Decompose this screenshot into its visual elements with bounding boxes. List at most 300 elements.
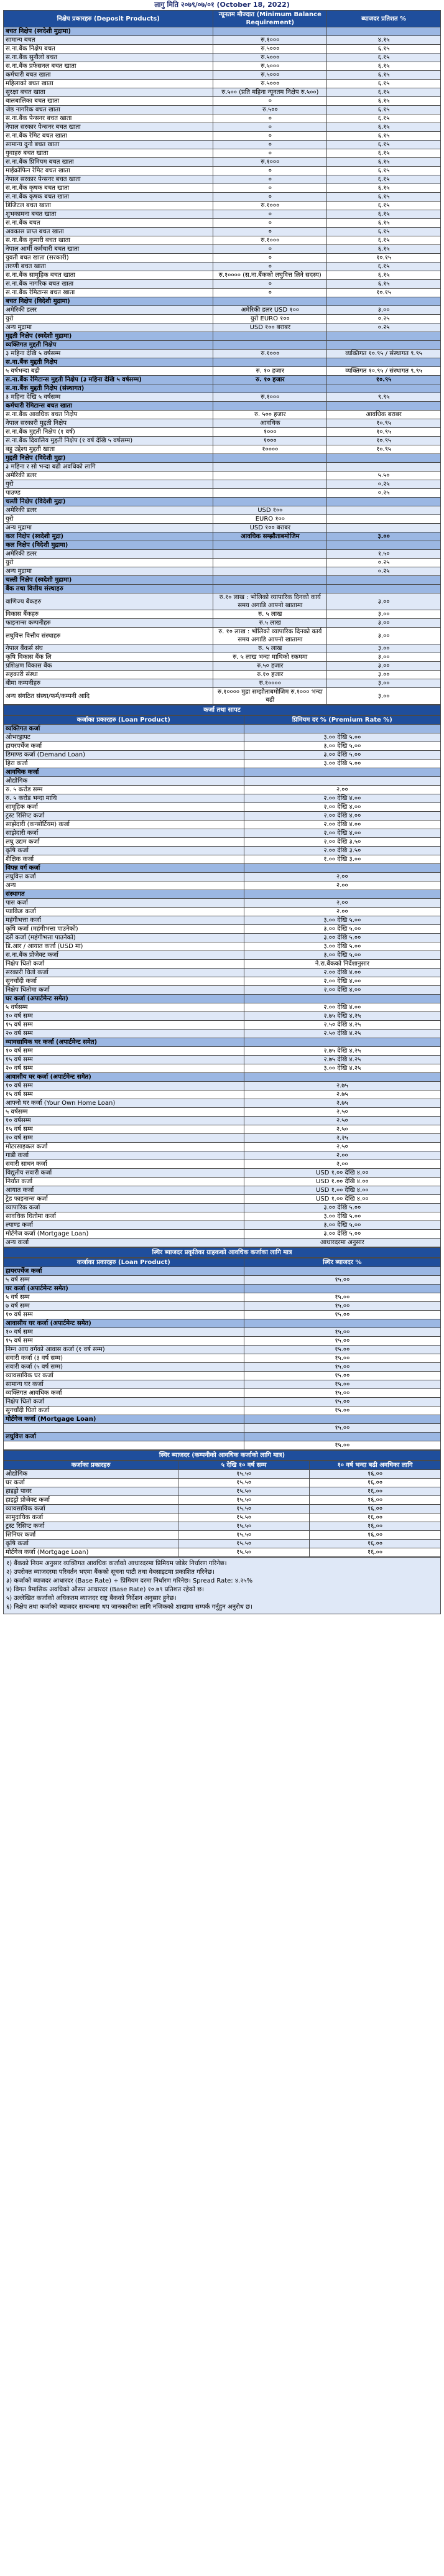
section-row — [4, 384, 441, 393]
table-row — [4, 610, 441, 619]
value-cell: २.५० — [244, 1117, 440, 1125]
value-cell — [244, 768, 440, 777]
value-cell: ३.०० देखि ५.०० — [244, 1204, 440, 1212]
table-row — [4, 925, 441, 934]
value-cell — [244, 725, 440, 733]
product-cell: हाइड्रो पावर — [4, 1487, 178, 1496]
table-row — [4, 742, 441, 751]
product-cell: कृषि कर्जा (महंगीभत्ता पाउनेको) — [4, 925, 244, 934]
value-cell: ३.०० देखि ५.०० — [244, 951, 440, 960]
value-cell: USD १.०० देखि ४.०० — [244, 1186, 440, 1195]
footnote-item: ४) विगत त्रैमासिक अवधिको औसत आधारदर (Base Rate) १०.७९ प्रतिशत रहेको छ। — [6, 1586, 205, 1593]
table-row — [4, 428, 441, 437]
value-cell: १५.०० — [244, 1354, 440, 1363]
product-cell: संस्थागत — [4, 890, 244, 899]
value-cell: ३.०० — [327, 619, 441, 628]
value-cell: ६.१५ — [327, 219, 441, 228]
product-cell: सामान्य दुनो बचत खाता — [4, 141, 213, 149]
value-cell: ३.०० — [327, 644, 441, 653]
product-cell: स.ना.बैंक सामूहिक बचत खाता — [4, 271, 213, 280]
product-cell: घर कर्जा (अपार्टमेन्ट समेत) — [4, 995, 244, 1003]
value-cell: रु. १० हजार — [213, 367, 327, 376]
value-cell — [244, 1433, 440, 1441]
product-cell: बैंक तथा वित्तीय संस्थाहरु — [4, 585, 213, 593]
value-cell: ० — [213, 141, 327, 149]
table-row — [4, 838, 441, 847]
product-cell: स.ना.बैंक रेमिटान्स बचत खाता — [4, 289, 213, 297]
footnotes — [3, 1557, 441, 1614]
company-fixed-section-title: स्थिर ब्याजदर (कम्पनीको आवधिक कर्जाको लागि मात्र) — [3, 1450, 441, 1461]
value-cell: १.०० देखि ३.०० — [244, 855, 440, 864]
value-cell: USD १.०० देखि ४.०० — [244, 1178, 440, 1186]
value-cell — [213, 463, 327, 472]
value-cell: १६.०० — [310, 1479, 441, 1487]
value-cell: ६.१५ — [327, 158, 441, 167]
table-row — [4, 350, 441, 358]
footnote-item: ३) कर्जाको ब्याजदर आधारदर (Base Rate) + प्रिमियम दरमा निर्धारण गरिनेछ। Spread Rate: ४.२५% — [6, 1578, 253, 1584]
table-row — [4, 411, 441, 419]
table-row — [4, 1276, 441, 1285]
value-cell: १५.०० — [244, 1389, 440, 1398]
value-cell: १००० — [213, 437, 327, 445]
value-cell: १५.५० — [178, 1514, 310, 1522]
section-row — [4, 376, 441, 384]
table-row — [4, 1496, 441, 1505]
value-cell: ५.५० — [327, 472, 441, 480]
table-row — [4, 506, 441, 515]
table-row — [4, 1178, 441, 1186]
value-cell — [213, 480, 327, 489]
table-row — [4, 1363, 441, 1372]
table-row — [4, 1380, 441, 1389]
footnote-item: ५) उल्लेखित कर्जाको अधिकतम ब्याजदर राष्ट्र बैंकको निर्देशन अनुसार हुनेछ। — [6, 1595, 177, 1602]
product-cell: डिजिटल बचत खाता — [4, 202, 213, 210]
value-cell: १५.०० — [244, 1380, 440, 1389]
section-row — [4, 1285, 441, 1293]
product-cell: सिनियर कर्जा — [4, 1531, 178, 1540]
value-cell: ० — [213, 175, 327, 184]
value-cell: १५.०० — [244, 1346, 440, 1354]
value-cell — [213, 567, 327, 576]
value-cell: १६.०० — [310, 1487, 441, 1496]
product-cell: नेपाल आर्मी कर्मचारी बचत खाता — [4, 245, 213, 254]
value-cell: ३.०० — [327, 679, 441, 688]
table-row — [4, 786, 441, 794]
table-row — [4, 254, 441, 263]
value-cell: २.०० — [244, 899, 440, 908]
value-cell: USD १०० बराबर — [213, 323, 327, 332]
value-cell: २.७५ देखि ४.२५ — [244, 1056, 440, 1064]
value-cell: १०००० — [213, 445, 327, 454]
value-cell: १६.०० — [310, 1522, 441, 1531]
table-row — [4, 1487, 441, 1496]
product-cell: मोर्टगेज कर्जा (Mortgage Loan) — [4, 1415, 244, 1424]
product-cell: स.ना.बैंक मुद्दती निक्षेप — [4, 358, 213, 367]
value-cell: रु.५००० — [213, 80, 327, 88]
value-cell: २.०० — [244, 786, 440, 794]
product-cell: नेपाल सरकार पेन्सनर बचत खाता — [4, 175, 213, 184]
product-cell: ३ महिना देखि ५ वर्षसम्म — [4, 393, 213, 402]
value-cell — [213, 559, 327, 567]
table-row — [4, 934, 441, 942]
table-row — [4, 472, 441, 480]
product-cell: स.ना.बैंक नागरिक बचत खाता — [4, 280, 213, 289]
product-cell: स.ना.बैंक प्रोजेक्ट कर्जा — [4, 951, 244, 960]
value-cell — [244, 995, 440, 1003]
value-cell: ६.१५ — [327, 245, 441, 254]
table-row — [4, 619, 441, 628]
table-row — [4, 593, 441, 610]
table-row — [4, 1169, 441, 1178]
product-cell: पास कर्जा — [4, 899, 244, 908]
product-cell: कल निक्षेप (स्वदेशी मुद्रा) — [4, 532, 213, 541]
rate-sheet — [3, 0, 441, 1614]
value-cell: १५.०० — [244, 1337, 440, 1346]
table-row — [4, 1470, 441, 1479]
product-cell: १० वर्ष सम्म — [4, 1047, 244, 1056]
value-cell: २.०० देखि ४.०० — [244, 821, 440, 829]
product-cell: युरो — [4, 480, 213, 489]
deposit-table — [3, 10, 441, 705]
value-cell: ३.०० — [327, 662, 441, 671]
table-row — [4, 855, 441, 864]
loan-header-premium: प्रिमियम दर % (Premium Rate %) — [244, 716, 440, 725]
value-cell: २.०० देखि ३.५० — [244, 838, 440, 847]
table-row — [4, 1186, 441, 1195]
value-cell: ३.०० देखि ५.०० — [244, 760, 440, 768]
value-cell: ६.१५ — [327, 80, 441, 88]
product-cell: व्यक्तिगत आवधिक कर्जा — [4, 1389, 244, 1398]
table-row — [4, 1239, 441, 1247]
value-cell — [213, 576, 327, 585]
value-cell: १५.०० — [244, 1398, 440, 1407]
product-cell: अमेरिकी डलर — [4, 472, 213, 480]
product-cell: चल्ती निक्षेप (विदेशी मुद्रा) — [4, 498, 213, 506]
table-row — [4, 1548, 441, 1557]
product-cell: वाणिज्य बैंकहरु — [4, 593, 213, 610]
value-cell — [327, 454, 441, 463]
value-cell — [327, 585, 441, 593]
value-cell: रु. १० लाख : भोलिको व्यापारिक दिनको कार्य समय अगाडि आफ्नो खातामा — [213, 628, 327, 644]
company-fixed-header-product: कर्जाका प्रकारहरु — [4, 1461, 178, 1470]
product-cell: सुनचाँदी धितो कर्जा — [4, 1407, 244, 1415]
table-row — [4, 80, 441, 88]
value-cell: ३.०० — [327, 628, 441, 644]
table-row — [4, 1346, 441, 1354]
table-row — [4, 175, 441, 184]
product-cell: २० वर्ष सम्म — [4, 1030, 244, 1038]
product-cell: हिरा कर्जा — [4, 760, 244, 768]
table-row — [4, 245, 441, 254]
product-cell: मोटरसाइकल कर्जा — [4, 1143, 244, 1151]
value-cell: ६.१५ — [327, 175, 441, 184]
product-cell: अन्य कर्जा — [4, 1239, 244, 1247]
product-cell: व्यक्तिगत कर्जा — [4, 725, 244, 733]
table-row — [4, 1514, 441, 1522]
value-cell — [244, 864, 440, 873]
table-row — [4, 123, 441, 132]
value-cell: २.०० देखि ४.०० — [244, 986, 440, 995]
deposit-header-rate: ब्याजदर प्रतिशत % — [327, 11, 441, 27]
value-cell: ६.१५ — [327, 123, 441, 132]
value-cell: USD १०० — [213, 506, 327, 515]
value-cell: १५.५० — [178, 1487, 310, 1496]
section-row — [4, 402, 441, 411]
product-cell: सावधिक धितोमा कर्जा — [4, 1212, 244, 1221]
value-cell: १५.५० — [178, 1470, 310, 1479]
product-cell: ७ वर्ष सम्म — [4, 1302, 244, 1311]
value-cell: २.५० देखि ४.२५ — [244, 1021, 440, 1030]
product-cell: युवती बचत खाता (सरकारी) — [4, 254, 213, 263]
product-cell: कृषि कर्जा — [4, 1540, 178, 1548]
table-row — [4, 812, 441, 821]
value-cell — [213, 402, 327, 411]
value-cell: रु. ५०० हजार — [213, 411, 327, 419]
section-row — [4, 890, 441, 899]
company-fixed-rows — [4, 1470, 441, 1557]
value-cell: रु.५००० — [213, 71, 327, 80]
value-cell: रु.५०० — [213, 106, 327, 114]
table-row — [4, 1117, 441, 1125]
value-cell: ३.०० देखि ५.०० — [244, 751, 440, 760]
table-row — [4, 644, 441, 653]
product-cell — [4, 1441, 244, 1450]
value-cell — [244, 1415, 440, 1424]
value-cell — [327, 524, 441, 532]
page-title: लागु मिति २०७९/०७/०१ (October 18, 2022) — [154, 1, 290, 9]
table-row — [4, 1424, 441, 1433]
value-cell — [213, 585, 327, 593]
value-cell — [213, 472, 327, 480]
value-cell: रु. १० हजार — [213, 376, 327, 384]
value-cell: ३.०० — [327, 593, 441, 610]
product-cell: १५ वर्ष सम्म — [4, 1125, 244, 1134]
value-cell: रु.१००० — [213, 350, 327, 358]
value-cell: १०.९५ — [327, 419, 441, 428]
table-row — [4, 1151, 441, 1160]
value-cell: ६.१५ — [327, 97, 441, 106]
value-cell: १५.५० — [178, 1479, 310, 1487]
table-row — [4, 1372, 441, 1380]
product-cell: प्याकिङ कर्जा — [4, 908, 244, 916]
table-row — [4, 829, 441, 838]
table-row — [4, 524, 441, 532]
product-cell: आवासीय घर कर्जा (अपार्टमेन्ट समेत) — [4, 1073, 244, 1082]
product-cell: कल निक्षेप (विदेशी मुद्रामा) — [4, 541, 213, 550]
value-cell: १५.५० — [178, 1496, 310, 1505]
value-cell: १०.१५ — [327, 289, 441, 297]
table-row — [4, 899, 441, 908]
value-cell: २.२५ — [244, 1134, 440, 1143]
table-row — [4, 1479, 441, 1487]
table-row — [4, 777, 441, 786]
value-cell: ०.२५ — [327, 489, 441, 498]
product-cell: स.ना.बैंक रेमिटान्स मुद्दती निक्षेप (३ महिना देखि ५ वर्षसम्म) — [4, 376, 213, 384]
deposit-header-product: निक्षेप प्रकारहरु (Deposit Products) — [4, 11, 213, 27]
table-row — [4, 45, 441, 53]
value-cell: १५.०० — [244, 1363, 440, 1372]
value-cell: ० — [213, 132, 327, 141]
product-cell: गाडी कर्जा — [4, 1151, 244, 1160]
product-cell: सवारी कर्जा (५ वर्ष सम्म) — [4, 1363, 244, 1372]
product-cell: चल्ती निक्षेप (स्वदेशी मुद्रामा) — [4, 576, 213, 585]
table-row — [4, 1230, 441, 1239]
table-row — [4, 463, 441, 472]
table-row — [4, 210, 441, 219]
product-cell: अन्य — [4, 881, 244, 890]
product-cell: व्यापारिक कर्जा — [4, 1204, 244, 1212]
value-cell — [213, 550, 327, 559]
product-cell: स.ना.बैंक मुद्दती निक्षेप (१ वर्ष) — [4, 428, 213, 437]
value-cell — [327, 341, 441, 350]
value-cell: १०.९५ — [327, 428, 441, 437]
table-row — [4, 803, 441, 812]
product-cell: १० वर्ष सम्म — [4, 1082, 244, 1090]
table-row — [4, 236, 441, 245]
table-row — [4, 1064, 441, 1073]
section-row — [4, 768, 441, 777]
product-cell: १५ वर्ष सम्म — [4, 1056, 244, 1064]
value-cell: १६.०० — [310, 1470, 441, 1479]
product-cell: रु. ५ करोड भन्दा माथि — [4, 794, 244, 803]
product-cell: युरो — [4, 559, 213, 567]
value-cell: रु.५ लाख — [213, 619, 327, 628]
value-cell: १०.१५ — [327, 254, 441, 263]
product-cell: सामान्य बचत — [4, 36, 213, 45]
table-row — [4, 1160, 441, 1169]
section-row — [4, 1073, 441, 1082]
product-cell: लघु उद्यम कर्जा — [4, 838, 244, 847]
product-cell: ल्याण्ड कर्जा — [4, 1221, 244, 1230]
product-cell: मुद्दती निक्षेप (स्वदेशी मुद्रामा) — [4, 332, 213, 341]
value-cell: ३.०० — [327, 653, 441, 662]
table-row — [4, 1337, 441, 1346]
deposit-header-minimum: न्यूनतम मौज्दात (Minimum Balance Requirement) — [213, 11, 327, 27]
value-cell: रु.१० हजार — [213, 671, 327, 679]
value-cell — [213, 358, 327, 367]
product-cell: अन्य मुद्रामा — [4, 524, 213, 532]
value-cell: २.५० — [244, 1143, 440, 1151]
table-row — [4, 271, 441, 280]
table-row — [4, 1354, 441, 1363]
table-row — [4, 489, 441, 498]
value-cell: ३.०० देखि ५.०० — [244, 742, 440, 751]
fixed-rate-section-title: स्थिर ब्याजदर प्रकृतिका ग्राहकको आवधिक कर्जाका लागि मात्र — [3, 1247, 441, 1258]
table-row — [4, 969, 441, 977]
fixed-rows — [4, 1267, 441, 1450]
product-cell: मुद्दती निक्षेप (विदेशी मुद्रा) — [4, 454, 213, 463]
product-cell: विद्युतीय सवारी कर्जा — [4, 1169, 244, 1178]
product-cell: पाउण्ड — [4, 489, 213, 498]
product-cell: डि.आर / आयात कर्जा (USD मा) — [4, 942, 244, 951]
product-cell: अमेरिकी डलर — [4, 306, 213, 315]
value-cell: १६.०० — [310, 1496, 441, 1505]
product-cell: औद्योगिक — [4, 777, 244, 786]
table-row — [4, 97, 441, 106]
product-cell: स.ना.बैंक कृषक बचत खाता — [4, 184, 213, 193]
value-cell: १५.०० — [244, 1311, 440, 1319]
product-cell: आवासीय घर कर्जा (अपार्टमेन्ट समेत) — [4, 1319, 244, 1328]
product-cell: स.ना.बैंक कुमारी बचत खाता — [4, 236, 213, 245]
product-cell: बीमा कम्पनीहरु — [4, 679, 213, 688]
value-cell: ६.१५ — [327, 228, 441, 236]
section-row — [4, 498, 441, 506]
product-cell: १० वर्षसम्म — [4, 1117, 244, 1125]
value-cell — [244, 1267, 440, 1276]
table-row — [4, 960, 441, 969]
product-cell: साझेदारी कर्जा — [4, 829, 244, 838]
product-cell: स.ना.बैंक सुनौलो बचत — [4, 53, 213, 62]
table-row — [4, 1407, 441, 1415]
loan-rows — [4, 725, 441, 1247]
product-cell: साझेदारी (कन्सोर्टियम) कर्जा — [4, 821, 244, 829]
value-cell: ३.०० देखि ४.२५ — [244, 1064, 440, 1073]
value-cell: ने.रा.बैंकको निर्देशानुसार — [244, 960, 440, 969]
table-row — [4, 1021, 441, 1030]
table-row — [4, 951, 441, 960]
product-cell: विपन्न वर्ग कर्जा — [4, 864, 244, 873]
table-row — [4, 1293, 441, 1302]
table-row — [4, 1134, 441, 1143]
value-cell: १५.५० — [178, 1548, 310, 1557]
value-cell: ३.०० देखि ५.०० — [244, 1212, 440, 1221]
value-cell: १५.०० — [244, 1276, 440, 1285]
value-cell: ० — [213, 289, 327, 297]
value-cell: १५.०० — [244, 1424, 440, 1433]
value-cell: रु.१००० — [213, 393, 327, 402]
value-cell — [244, 1038, 440, 1047]
table-row — [4, 393, 441, 402]
value-cell: १६.०० — [310, 1548, 441, 1557]
product-cell: अन्य मुद्रामा — [4, 323, 213, 332]
value-cell: १६.०० — [310, 1514, 441, 1522]
fixed-rate-table — [3, 1258, 441, 1450]
table-row — [4, 688, 441, 705]
product-cell: स.ना.बैंक पेन्सनर बचत खाता — [4, 114, 213, 123]
product-cell: व्यावसायिक कर्जा — [4, 1505, 178, 1514]
value-cell: रु.५० हजार — [213, 662, 327, 671]
value-cell: ३.०० — [327, 306, 441, 315]
value-cell: ३.०० — [327, 688, 441, 705]
product-cell: युरो — [4, 315, 213, 323]
value-cell: ० — [213, 245, 327, 254]
value-cell: २.०० — [244, 881, 440, 890]
value-cell: ० — [213, 184, 327, 193]
section-row — [4, 585, 441, 593]
value-cell: १५.५० — [178, 1505, 310, 1514]
value-cell: ९.९५ — [327, 393, 441, 402]
table-row — [4, 662, 441, 671]
table-row — [4, 628, 441, 644]
product-cell: सहकारी संस्था — [4, 671, 213, 679]
table-row — [4, 1204, 441, 1212]
product-cell: स.ना.बैंक बचत — [4, 219, 213, 228]
product-cell: ट्रस्ट रिसिप्ट कर्जा — [4, 812, 244, 821]
product-cell: सामान्य घर कर्जा — [4, 1380, 244, 1389]
product-cell: लघुवित्त वित्तीय संस्थाहरु — [4, 628, 213, 644]
product-cell: आयात कर्जा — [4, 1186, 244, 1195]
product-cell: सामुदायिक कर्जा — [4, 1514, 178, 1522]
table-row — [4, 1099, 441, 1108]
product-cell: शुभकामना बचत खाता — [4, 210, 213, 219]
value-cell: रु.५००० — [213, 53, 327, 62]
table-row — [4, 567, 441, 576]
value-cell: रु.५००० — [213, 45, 327, 53]
table-row — [4, 106, 441, 114]
product-cell: निक्षेप धितोमा कर्जा — [4, 986, 244, 995]
value-cell: ६.१५ — [327, 45, 441, 53]
value-cell — [327, 576, 441, 585]
